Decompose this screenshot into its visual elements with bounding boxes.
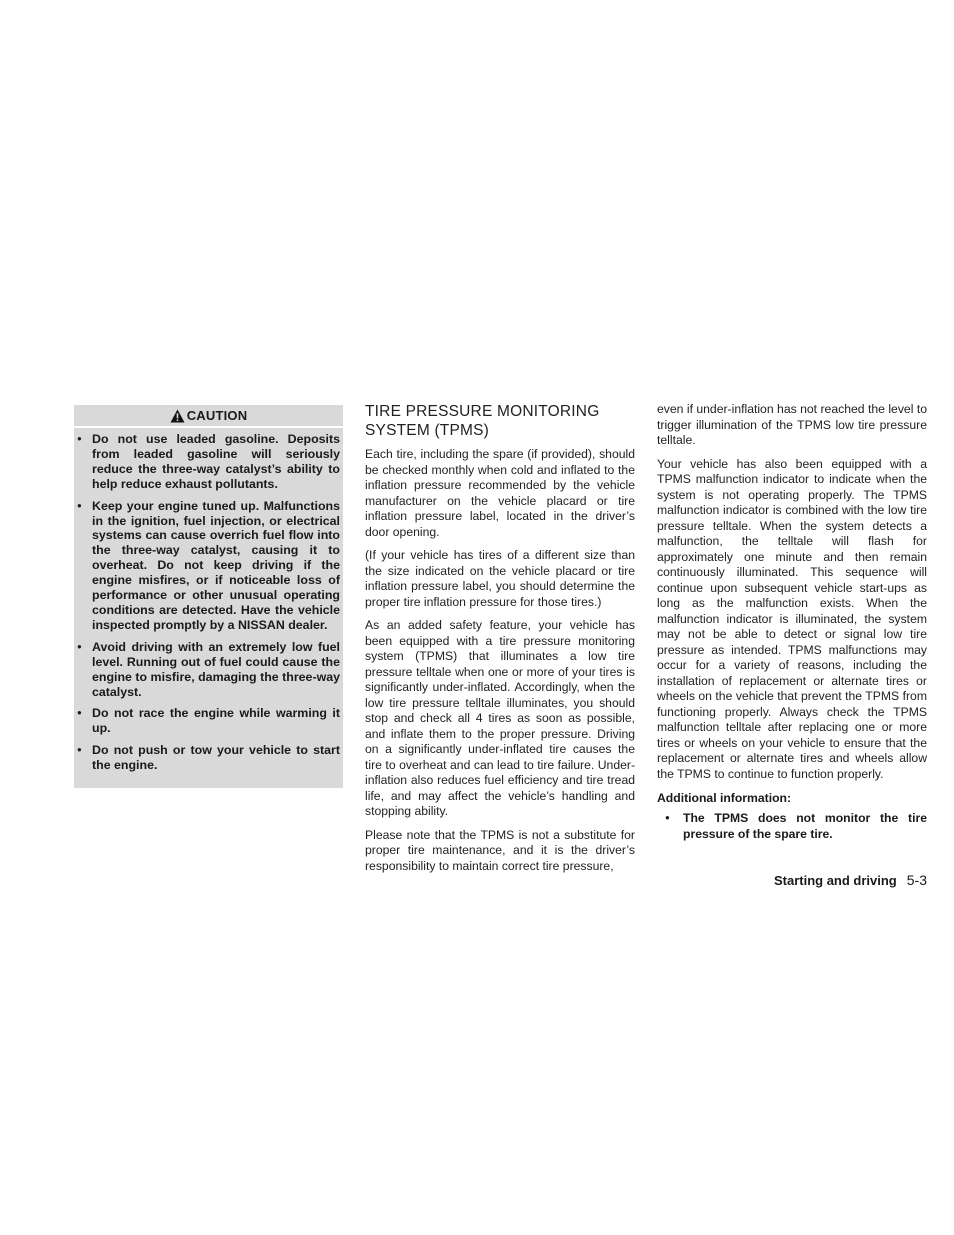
tpms-column [365, 402, 635, 882]
caution-header [74, 405, 343, 428]
caution-box [74, 405, 343, 788]
additional-info-list [657, 810, 927, 842]
caution-item: ● Keep your engine tuned up. Malfunctions in the ignition, fuel injection, or electrical systems can cause overrich fuel flow into the three-way catalyst, causing it to overheat. Do not keep driving if the engine misfires, or if noticeable loss of performance or other unusual operating conditions are detected. Have the vehicle inspected promptly by a NISSAN dealer. [74, 499, 340, 633]
section-heading: TIRE PRESSURE MONITORING SYSTEM (TPMS) [365, 403, 600, 439]
page-footer [774, 872, 927, 888]
paragraph: As an added safety feature, your vehicle has been equipped with a tire pressure monitoring system (TPMS) that illuminates a low tire pressure telltale when one or more of your tires is significantly under-inflated. Accordingly, when the low tire pressure telltale illuminates, you should stop and check all 4 tires as soon as possible, and inflate them to the proper pressure. Driving on a significantly under-inflated tire causes the tire to overheat and can lead to tire failure. Under-inflation also reduces fuel efficiency and tire tread life, and may affect the vehicle’s handling and stopping ability. [365, 618, 635, 818]
paragraph: (If your vehicle has tires of a different size than the size indicated on the vehicle placard or tire inflation pressure label, you should determine the proper tire inflation pressure for those tires.) [365, 548, 635, 609]
footer-section-title: Starting and driving [773, 873, 897, 888]
paragraph: Please note that the TPMS is not a substitute for proper tire maintenance, and it is the driver’s responsibility to maintain correct tire pressure, [365, 827, 635, 873]
additional-info-item: ● The TPMS does not monitor the tire pressure of the spare tire. [657, 810, 927, 842]
caution-list [74, 428, 343, 773]
caution-item: ● Do not use leaded gasoline. Deposits from leaded gasoline will seriously reduce the three-way catalyst’s ability to help reduce exhaust pollutants. [74, 432, 340, 492]
caution-title: CAUTION [186, 408, 248, 423]
caution-item: ● Do not push or tow your vehicle to start the engine. [74, 743, 340, 773]
paragraph: Your vehicle has also been equipped with a TPMS malfunction indicator to indicate when the system is not operating properly. The TPMS malfunction indicator is combined with the low tire pressure telltale. When the system detects a malfunction, the telltale will flash for approximately one minute and then remain continuously illuminated. This sequence will continue upon subsequent vehicle start-ups as long as the malfunction exists. When the malfunction indicator is illuminated, the system may not be able to detect or signal low tire pressure as intended. TPMS malfunctions may occur for a variety of reasons, including the installation of replacement or alternate tires or wheels on the vehicle that prevent the TPMS from functioning properly. Always check the TPMS malfunction telltale after replacing one or more tires or wheels on your vehicle to ensure that the replacement or alternate tires and wheels allow the TPMS to continue to function properly. [657, 456, 927, 781]
caution-item: ● Avoid driving with an extremely low fuel level. Running out of fuel could cause the engine to misfire, damaging the three-way catalyst. [74, 640, 340, 700]
paragraph: even if under-inflation has not reached the level to trigger illumination of the TPMS low tire pressure telltale. [657, 402, 927, 447]
tpms-continued-column [657, 402, 927, 842]
page-number: 5-3 [906, 872, 927, 888]
warning-triangle-icon [170, 409, 185, 423]
caution-item: ● Do not race the engine while warming it up. [74, 706, 340, 736]
additional-info-heading: Additional information: [657, 791, 792, 805]
paragraph: Each tire, including the spare (if provided), should be checked monthly when cold and inflated to the inflation pressure recommended by the vehicle manufacturer on the vehicle placard or tire inflation pressure label, located in the driver’s door opening. [365, 447, 635, 539]
